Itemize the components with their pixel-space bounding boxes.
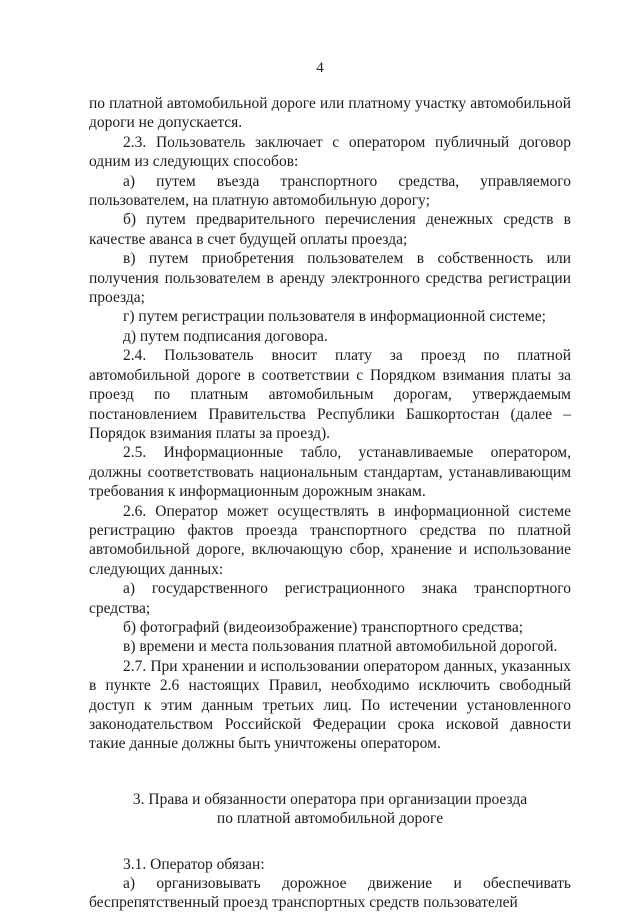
- section-heading: [89, 790, 571, 829]
- paragraph: б) путем предварительного перечисления денежных средств в качестве аванса в счет будущей оплаты проезда;: [89, 211, 571, 248]
- spacer: [89, 829, 571, 855]
- section-heading-line: по платной автомобильной дороге: [216, 810, 444, 828]
- paragraph: 2.6. Оператор может осуществлять в информационной системе регистрацию фактов проезда транспортного средства по платной автомобильной дороге, включающую сбор, хранение и использование следующих данных:: [89, 502, 571, 578]
- paragraph: 3.1. Оператор обязан:: [123, 855, 265, 873]
- paragraph: а) организовывать дорожное движение и обеспечивать беспрепятственный проезд транспортных средств пользователей: [89, 875, 571, 912]
- paragraphs-top: [89, 94, 571, 754]
- spacer: [89, 754, 571, 790]
- paragraph: а) государственного регистрационного знака транспортного средства;: [89, 580, 571, 617]
- paragraph: 2.7. При хранении и использовании оператором данных, указанных в пункте 2.6 настоящих Правил, необходимо исключить свободный доступ к этим данным третьих лиц. По истечении установленного законодательством Российской Федерации срока исковой давности такие данные должны быть уничтожены оператором.: [89, 657, 571, 753]
- section-heading-line: 3. Права и обязанности оператора при организации проезда: [132, 790, 528, 808]
- document-body: [89, 94, 571, 913]
- paragraph: 2.4. Пользователь вносит плату за проезд по платной автомобильной дороге в соответствии с Порядком взимания платы за проезд по платным автомобильным дорогам, утверждаемым постановлением Правительства Республики Башкортостан (далее – Порядок взимания платы за проезд).: [89, 347, 571, 442]
- paragraph: 2.5. Информационные табло, устанавливаемые оператором, должны соответствовать национальным стандартам, устанавливающим требования к информационным дорожным знакам.: [89, 444, 571, 501]
- page-number: 4: [316, 60, 324, 76]
- paragraph: а) путем въезда транспортного средства, управляемого пользователем, на платную автомобильную дорогу;: [89, 172, 571, 210]
- paragraph: б) фотографий (видеоизображение) транспортного средства;: [123, 618, 524, 636]
- paragraph: в) путем приобретения пользователем в собственность или получения пользователем в аренду электронного средства регистрации проезда;: [89, 250, 571, 307]
- paragraph: по платной автомобильной дороге или платному участку автомобильной дороги не допускается.: [89, 95, 571, 132]
- paragraph: д) путем подписания договора.: [123, 327, 328, 345]
- paragraph: в) времени и места пользования платной автомобильной дорогой.: [123, 638, 558, 656]
- paragraphs-bottom: [89, 855, 571, 913]
- paragraph: 2.3. Пользователь заключает с оператором публичный договор одним из следующих способов:: [89, 133, 571, 171]
- paragraph: г) путем регистрации пользователя в информационной системе;: [123, 308, 546, 326]
